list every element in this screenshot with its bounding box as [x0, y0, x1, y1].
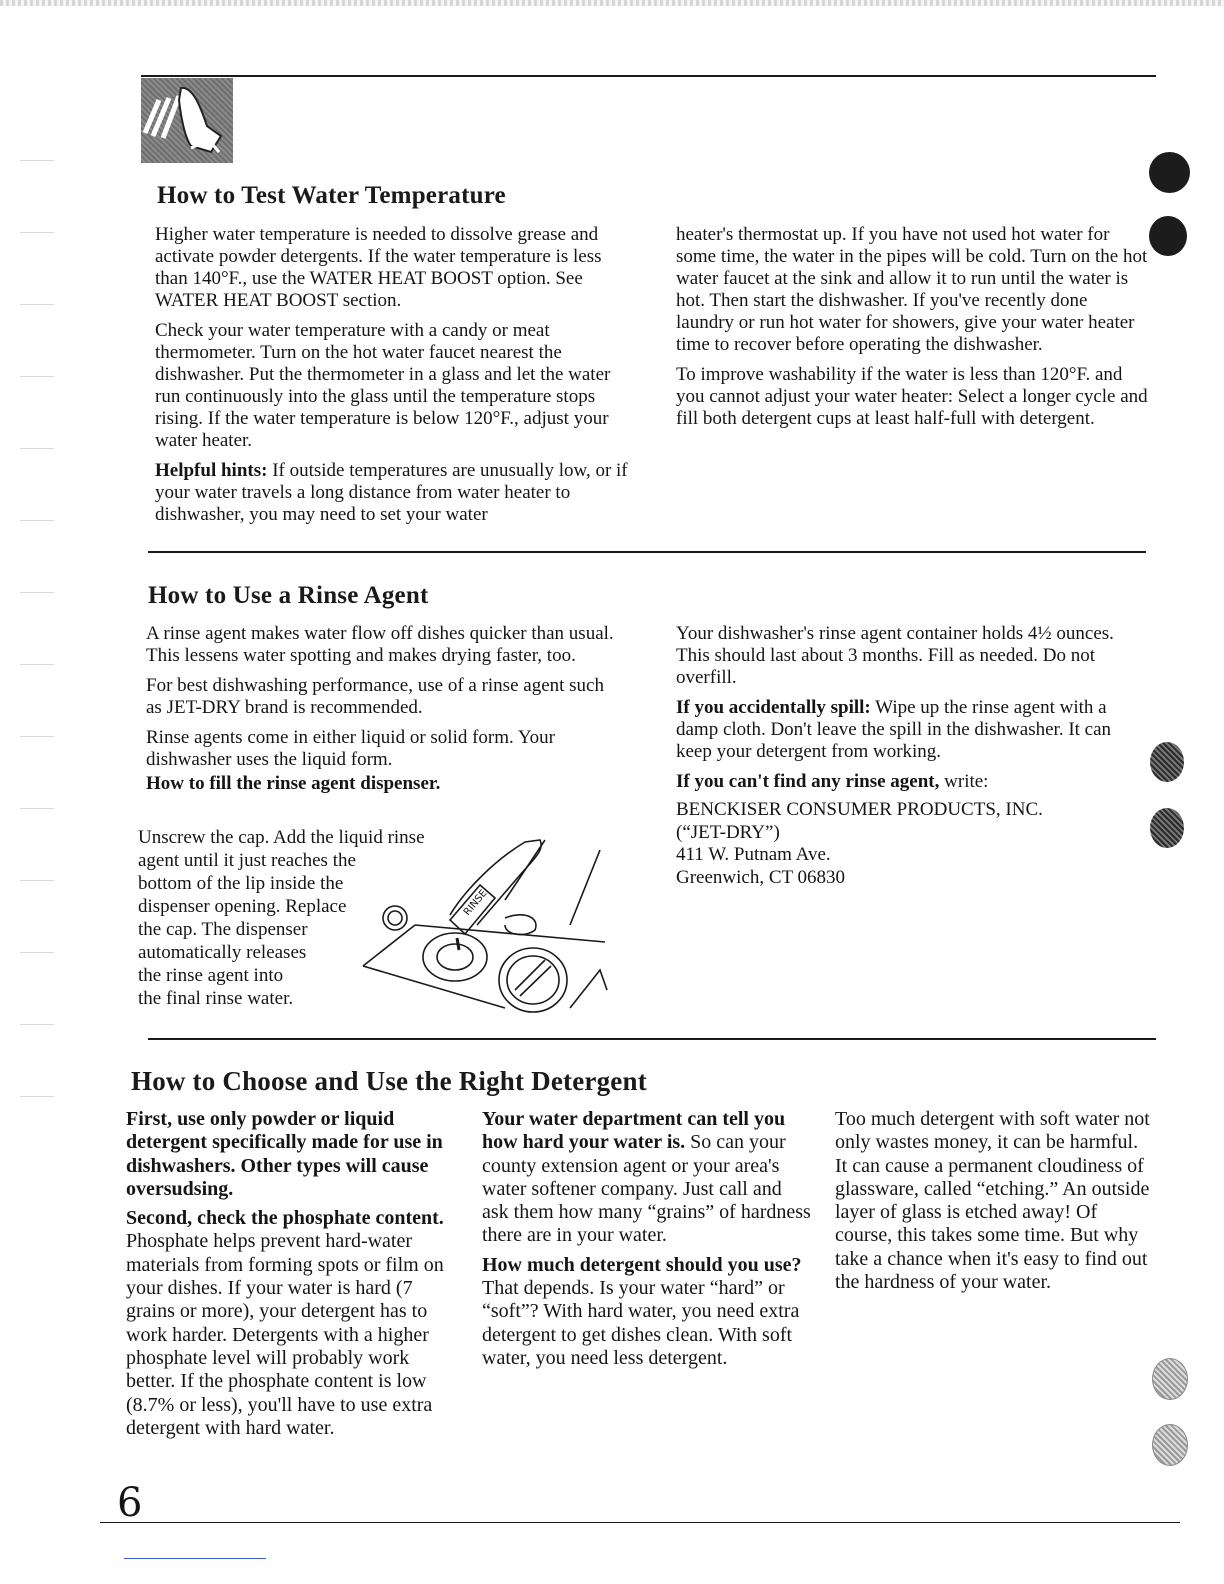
phosphate-text: Phosphate helps prevent hard-water materials from forming spots or film on your dishes. If your water is hard (7 grains or more), your detergent has to work harder. Detergents with a higher phosphate level will probably work better. If the phosphate content is low (8.7% or less), you'll have to use extra detergent with hard water. [126, 1230, 444, 1439]
detergent-right-column [835, 1108, 1155, 1300]
rinse-right-column [676, 623, 1150, 889]
spill-text: Wipe up the rinse agent with a damp cloth. Don't leave the spill in the dishwasher. It can keep your detergent from working. [676, 697, 1112, 762]
water-department-text: So can your county extension agent or your area's water softener company. Just call and ask them how many “grains” of hardness there are in your water. [482, 1131, 811, 1247]
paragraph [155, 460, 633, 526]
paragraph: Rinse agents come in either liquid or solid form. Your dishwasher uses the liquid form. [146, 727, 555, 770]
rinse-dispenser-illustration [355, 830, 620, 1020]
address-line: Greenwich, CT 06830 [676, 866, 846, 888]
water-department-label: Your water department can tell you how hard your water is. [482, 1108, 786, 1154]
detergent-left-column [126, 1108, 456, 1446]
paragraph [676, 697, 1150, 763]
instruction-line: dispenser opening. Replace [138, 896, 347, 917]
header-rule [141, 75, 1156, 77]
paragraph: A rinse agent makes water flow off dishes quicker than usual. This lessens water spotting and makes drying faster, too. [146, 623, 614, 666]
how-much-label: How much detergent should you use? [482, 1253, 802, 1276]
section-divider [148, 551, 1146, 553]
section-title-water-temperature: How to Test Water Temperature [157, 182, 506, 209]
scan-edge [0, 0, 1224, 6]
water-temp-left-column [155, 224, 633, 534]
hand-icon [141, 78, 233, 163]
paragraph: To improve washability if the water is less than 120°F. and you cannot adjust your water heater: Select a longer cycle and fill both detergent cups at least half-full with detergent. [676, 364, 1148, 429]
page-number: 6 [117, 1480, 143, 1526]
binder-hole-icon [1149, 216, 1187, 256]
address-line: BENCKISER CONSUMER PRODUCTS, INC. [676, 799, 1043, 820]
binder-hole-icon [1152, 1424, 1188, 1466]
paragraph: Too much detergent with soft water not only wastes money, it can be harmful. It can cause a permanent cloudiness of glassware, called “etching.” An outside layer of glass is etched away! Of course, this takes some time. But why take a chance when it's easy to find out the hardness of your water. [835, 1108, 1150, 1294]
instruction-line: bottom of the lip inside the [138, 873, 344, 894]
address-block [676, 799, 1150, 889]
address-line: (“JET-DRY”) [676, 821, 780, 843]
phosphate-label: Second, check the phosphate content. [126, 1207, 444, 1230]
bottle-label: RINSE [461, 887, 490, 918]
instruction-line: the final rinse water. [138, 988, 294, 1009]
water-temp-right-column [676, 224, 1150, 438]
paragraph [126, 1207, 456, 1440]
hint-label: Helpful hints: [155, 460, 268, 481]
binder-hole-icon [1150, 808, 1184, 848]
instruction-line: Unscrew the cap. Add the liquid rinse [138, 827, 425, 848]
hint-text: If outside temperatures are unusually low, or if your water travels a long distance from water heater to dishwasher, you may need to set your water [155, 460, 628, 525]
binder-hole-icon [1150, 742, 1184, 782]
paragraph: Your dishwasher's rinse agent container holds 4½ ounces. This should last about 3 months. Fill as needed. Do not overfill. [676, 623, 1114, 688]
paragraph [676, 771, 1150, 793]
fill-dispenser-label: How to fill the rinse agent dispenser. [146, 773, 441, 794]
footer-mark [124, 1558, 266, 1559]
paragraph: heater's thermostat up. If you have not used hot water for some time, the water in the pipes will be cold. Turn on the hot water faucet at the sink and allow it to run until the water is hot. Then start the dishwasher. If you've recently done laundry or run hot water for showers, give your water heater time to recover before operating the dishwasher. [676, 224, 1148, 355]
paragraph: For best dishwashing performance, use of a rinse agent such as JET-DRY brand is recommended. [146, 675, 604, 718]
instruction-line: the rinse agent into [138, 965, 284, 986]
paragraph: Higher water temperature is needed to dissolve grease and activate powder detergents. If the water temperature is less than 140°F., use the WATER HEAT BOOST option. See WATER HEAT BOOST section. [155, 224, 602, 311]
section-divider [148, 1038, 1156, 1040]
rinse-left-column [146, 623, 624, 795]
paragraph [482, 1254, 812, 1370]
spill-label: If you accidentally spill: [676, 697, 871, 718]
footer-rule [100, 1522, 1180, 1523]
instruction-line: agent until it just reaches the [138, 850, 356, 871]
section-title-rinse-agent: How to Use a Rinse Agent [148, 582, 429, 609]
paragraph [482, 1108, 812, 1248]
binder-hole-icon [1149, 152, 1190, 193]
paragraph: First, use only powder or liquid detergent specifically made for use in dishwashers. Other types will cause oversudsing. [126, 1108, 443, 1200]
section-title-detergent: How to Choose and Use the Right Detergent [131, 1066, 647, 1096]
detergent-middle-column [482, 1108, 812, 1376]
cant-find-label: If you can't find any rinse agent, [676, 771, 940, 792]
paragraph: Check your water temperature with a candy or meat thermometer. Turn on the hot water faucet nearest the dishwasher. Put the thermometer in a glass and let the water run continuously into the glass until the temperature stops rising. If the water temperature is below 120°F., adjust your water heater. [155, 320, 611, 451]
scan-margin-marks [20, 120, 54, 1120]
instruction-line: automatically releases [138, 942, 307, 963]
instruction-line: the cap. The dispenser [138, 919, 308, 940]
cant-find-text: write: [939, 771, 989, 792]
binder-hole-icon [1152, 1358, 1188, 1400]
how-much-text: That depends. Is your water “hard” or “soft”? With hard water, you need extra detergent to get dishes clean. With soft water, you need less detergent. [482, 1277, 800, 1369]
address-line: 411 W. Putnam Ave. [676, 844, 831, 865]
